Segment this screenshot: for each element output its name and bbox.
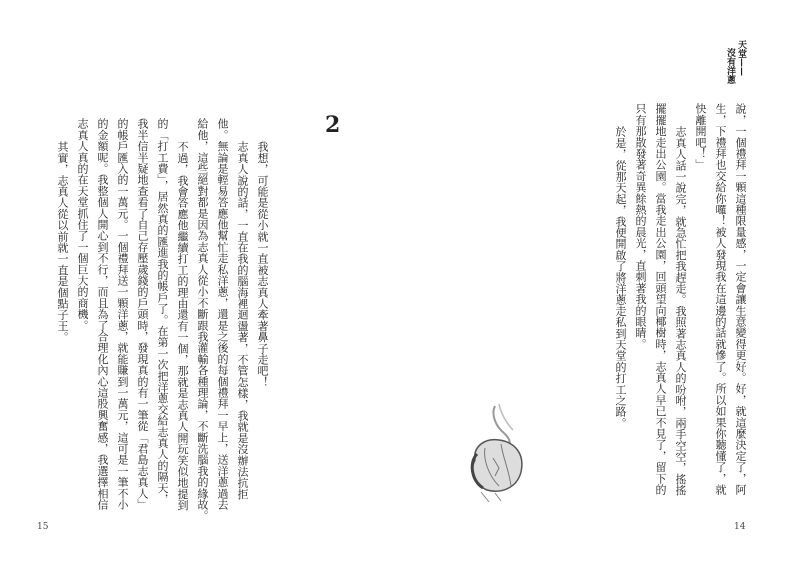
chapter-number: 2 (325, 112, 341, 138)
text-line: 的「打工費」，居然真的匯進我的帳戶了。在第一次把洋蔥交給志真人的隔天， (156, 118, 169, 505)
text-line: 生，下禮拜也交給你囉！被人發現我在這邊的話就慘了。所以如果你聽懂了，就 (714, 103, 727, 495)
text-line: 不過，我會答應他繼續打工的理由還有一個，那就是志真人開玩笑似地提到 (176, 141, 189, 511)
text-line: 於是，從那天起，我便開啟了將洋蔥走私到天堂的打工之路。 (614, 126, 627, 429)
text-line: 說，一個禮拜一顆這種限量感，一定會讓生意變得更好。好，就這麼決定了，阿 (734, 103, 747, 495)
right-page-body (610, 103, 750, 503)
text-line: 我想，可能是從小就一直被志真人牽著鼻子走吧！ (256, 141, 269, 388)
text-line: 只有那散發著奇異餘熱的晨光，直刺著我的眼睛。 (634, 103, 647, 350)
text-line: 的帳戶匯入的一萬元。一個禮拜送一顆洋蔥，就能賺到一萬元，這可是一筆不小 (116, 118, 129, 510)
text-line: 的金額呢。我整個人開心到不行，而且為了合理化內心這股興奮感，我選擇相信 (96, 118, 109, 510)
text-line: 擺擺地走出公園。當我走出公園，回頭望向椰樹時，志真人早已不見了，留下的 (654, 103, 667, 495)
text-line: 我半信半疑地查看了自己存壓歲錢的戶頭時，發現真的有一筆從「君島志真人」 (136, 118, 149, 510)
text-line: 快離開吧！」 (694, 103, 707, 171)
text-line: 給他，這些絕對都是因為志真人從小不斷跟我灌輸各種理論，不斷洗腦我的緣故。 (196, 118, 209, 522)
text-line: 志真人話一說完，就急忙把我趕走。我照著志真人的吩咐，兩手空空，搖搖 (674, 126, 687, 496)
left-page-body (52, 118, 272, 522)
page-number-right: 14 (734, 522, 746, 532)
running-header-title: 天堂—— (736, 40, 746, 76)
text-line: 其實，志真人從以前就一直是個點子王。 (56, 141, 69, 343)
page-number-left: 15 (37, 522, 49, 532)
text-line: 他。無論是輕易答應他幫忙走私洋蔥，還是之後的每個禮拜一早上，送洋蔥過去 (216, 118, 229, 510)
running-header-subtitle: 沒有洋蔥 (725, 48, 735, 84)
text-line: 志真人真的在天堂抓住了一個巨大的商機。 (76, 118, 89, 331)
text-line: 志真人說的話，一直在我的腦海裡迴盪著，不管怎樣，我就是沒辦法抗拒 (236, 141, 249, 500)
onion-illustration (455, 398, 530, 503)
